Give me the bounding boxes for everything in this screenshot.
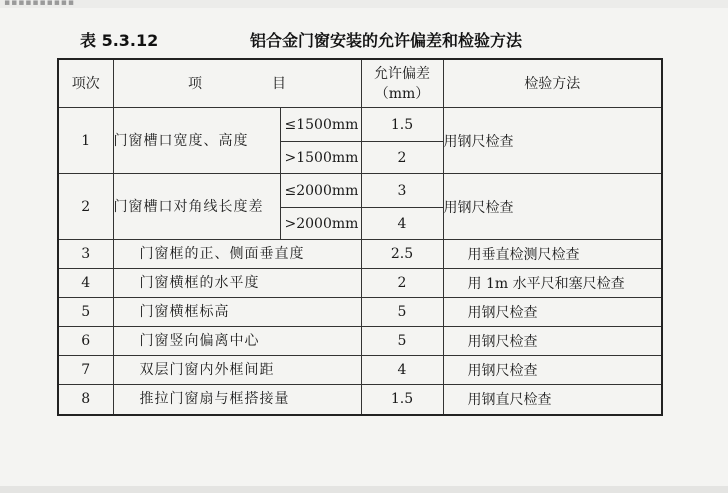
row-method: 用钢尺检查 bbox=[443, 356, 662, 385]
header-index: 项次 bbox=[58, 59, 113, 108]
bottom-edge bbox=[0, 486, 728, 493]
row-item: 门窗槽口对角线长度差 bbox=[113, 174, 280, 240]
row-index: 1 bbox=[58, 108, 113, 174]
table-row bbox=[58, 240, 662, 269]
row-index: 4 bbox=[58, 269, 113, 298]
row-method: 用钢尺检查 bbox=[443, 108, 662, 174]
row-index: 6 bbox=[58, 327, 113, 356]
row-tolerance: 2 bbox=[361, 142, 443, 174]
row-method: 用钢尺检查 bbox=[443, 298, 662, 327]
table-row bbox=[58, 385, 662, 415]
table-row bbox=[58, 327, 662, 356]
table-row bbox=[58, 356, 662, 385]
tolerance-table bbox=[57, 58, 663, 416]
table-row bbox=[58, 298, 662, 327]
row-method: 用 1m 水平尺和塞尺检查 bbox=[443, 269, 662, 298]
row-item: 门窗竖向偏离中心 bbox=[113, 327, 361, 356]
row-index: 3 bbox=[58, 240, 113, 269]
header-method: 检验方法 bbox=[443, 59, 662, 108]
table-row bbox=[58, 108, 662, 142]
row-item: 双层门窗内外框间距 bbox=[113, 356, 361, 385]
row-tolerance: 5 bbox=[361, 298, 443, 327]
row-tolerance: 2.5 bbox=[361, 240, 443, 269]
row-condition: ≤2000mm bbox=[280, 174, 361, 208]
watermark-text: ▪▪▪▪▪▪▪▪▪▪ bbox=[4, 0, 75, 8]
top-strip bbox=[0, 0, 728, 8]
row-method: 用钢直尺检查 bbox=[443, 385, 662, 415]
header-item bbox=[113, 59, 361, 108]
row-item: 门窗横框的水平度 bbox=[113, 269, 361, 298]
row-index: 7 bbox=[58, 356, 113, 385]
row-item: 门窗框的正、侧面垂直度 bbox=[113, 240, 361, 269]
row-tolerance: 2 bbox=[361, 269, 443, 298]
row-condition: >2000mm bbox=[280, 208, 361, 240]
row-method: 用垂直检测尺检查 bbox=[443, 240, 662, 269]
header-tolerance-line2: （mm） bbox=[374, 85, 430, 102]
row-item: 门窗横框标高 bbox=[113, 298, 361, 327]
row-item: 门窗槽口宽度、高度 bbox=[113, 108, 280, 174]
row-tolerance: 4 bbox=[361, 356, 443, 385]
table-caption bbox=[80, 28, 522, 51]
table-number: 表 5.3.12 bbox=[80, 31, 159, 50]
header-item-left: 项 bbox=[188, 75, 202, 92]
row-method: 用钢尺检查 bbox=[443, 327, 662, 356]
row-tolerance: 5 bbox=[361, 327, 443, 356]
table-title: 铝合金门窗安装的允许偏差和检验方法 bbox=[250, 31, 523, 50]
header-tolerance-line1: 允许偏差 bbox=[374, 65, 430, 82]
row-index: 8 bbox=[58, 385, 113, 415]
row-index: 5 bbox=[58, 298, 113, 327]
row-item: 推拉门窗扇与框搭接量 bbox=[113, 385, 361, 415]
row-condition: >1500mm bbox=[280, 142, 361, 174]
row-tolerance: 1.5 bbox=[361, 108, 443, 142]
row-index: 2 bbox=[58, 174, 113, 240]
table-row bbox=[58, 174, 662, 208]
row-tolerance: 4 bbox=[361, 208, 443, 240]
header-tolerance bbox=[361, 59, 443, 108]
table-row bbox=[58, 269, 662, 298]
row-condition: ≤1500mm bbox=[280, 108, 361, 142]
header-item-right: 目 bbox=[272, 75, 286, 92]
row-method: 用钢尺检查 bbox=[443, 174, 662, 240]
row-tolerance: 3 bbox=[361, 174, 443, 208]
header-row bbox=[58, 59, 662, 108]
row-tolerance: 1.5 bbox=[361, 385, 443, 415]
